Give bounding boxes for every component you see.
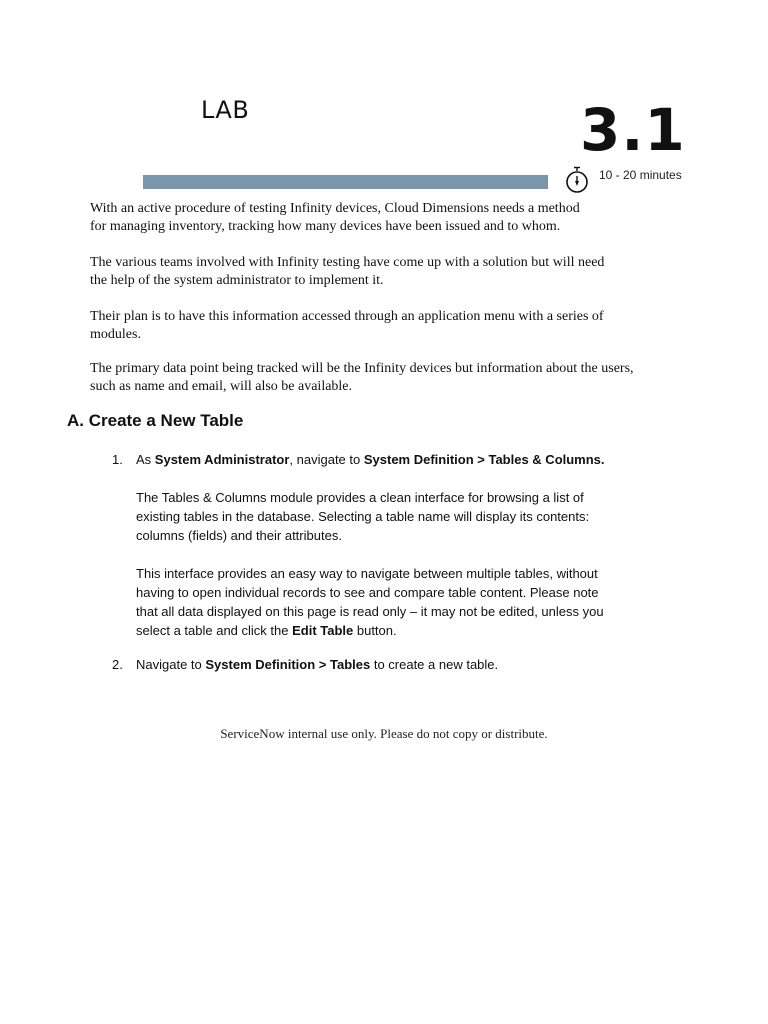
intro-paragraph: Their plan is to have this information accessed through an application menu with a series of modules. <box>90 309 604 342</box>
steps-list <box>112 450 652 674</box>
step-instruction: As System Administrator, navigate to System Definition > Tables & Columns. <box>136 452 605 467</box>
step-number: 1. <box>112 452 123 467</box>
step-instruction: Navigate to System Definition > Tables to create a new table. <box>136 657 499 672</box>
step-1 <box>112 450 652 640</box>
intro-paragraph: With an active procedure of testing Infinity devices, Cloud Dimensions needs a method for managing inventory, tracking how many devices have been issued and to whom. <box>90 201 580 234</box>
role-name: System Administrator <box>154 452 290 467</box>
step-number: 2. <box>112 657 123 672</box>
edit-table-ref: Edit Table <box>292 623 354 638</box>
lab-number: 3.1 <box>580 96 686 164</box>
nav-path: System Definition > Tables & Columns <box>363 452 601 467</box>
step-note: This interface provides an easy way to navigate between multiple tables, without having to open individual records to see and compare table content. Please note that all data displayed on this page is read only – it may not be edited, unless you select a table and click the Edit Table button. <box>136 566 604 638</box>
intro-text <box>90 200 690 396</box>
header-bar <box>143 175 548 189</box>
nav-path: System Definition > Tables <box>205 657 371 672</box>
footer-notice: ServiceNow internal use only. Please do not copy or distribute. <box>220 726 548 741</box>
intro-paragraph: The primary data point being tracked will be the Infinity devices but information about the users, such as name and email, will also be available. <box>90 361 634 394</box>
lab-label: LAB <box>201 96 250 124</box>
stopwatch-icon <box>564 166 590 194</box>
section-title: A. Create a New Table <box>67 411 244 430</box>
intro-paragraph: The various teams involved with Infinity testing have come up with a solution but will need the help of the system administrator to implement it. <box>90 255 605 288</box>
step-note: The Tables & Columns module provides a clean interface for browsing a list of existing tables in the database. Selecting a table name will display its contents: columns (fields) and their attributes. <box>136 490 590 543</box>
step-2 <box>112 655 652 674</box>
duration-label: 10 - 20 minutes <box>599 168 682 182</box>
